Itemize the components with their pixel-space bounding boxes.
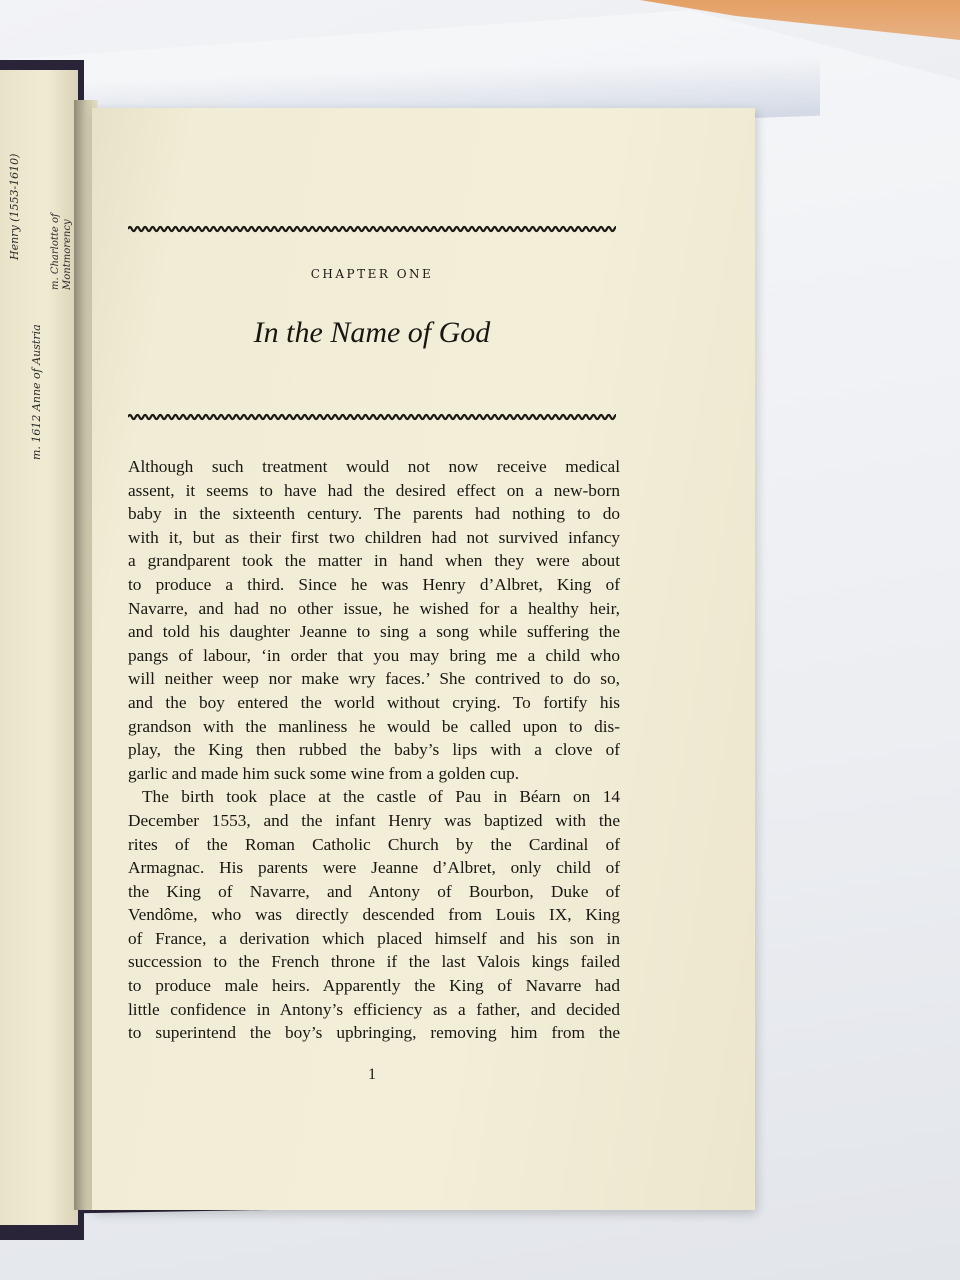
page-number: 1: [368, 1066, 376, 1083]
text-line: Vendôme, who was directly descended from Louis IX, King: [128, 905, 620, 925]
text-line: garlic and made him suck some wine from a golden cup.: [128, 763, 520, 783]
left-page-vertical-text: m. 1612 Anne of Austria: [30, 324, 43, 460]
text-line: The birth took place at the castle of Pau in Béarn on 14: [142, 787, 620, 807]
text-line: succession to the French throne if the last Valois kings failed: [128, 952, 620, 972]
text-line: and told his daughter Jeanne to sing a song while suffering the: [128, 622, 620, 642]
text-line: play, the King then rubbed the baby’s lips with a clove of: [128, 740, 620, 760]
text-line: a grandparent took the matter in hand when they were about: [128, 551, 620, 571]
left-page-vertical-text: m. Charlotte of: [50, 213, 61, 290]
text-line: to produce male heirs. Apparently the King of Navarre had: [128, 976, 620, 996]
text-line: and the boy entered the world without crying. To fortify his: [128, 692, 620, 712]
text-line: to superintend the boy’s upbringing, removing him from the: [128, 1023, 620, 1043]
text-line: little confidence in Antony’s efficiency as a father, and decided: [128, 999, 620, 1019]
text-line: Although such treatment would not now receive medical: [128, 457, 620, 476]
text-line: December 1553, and the infant Henry was baptized with the: [128, 810, 620, 830]
text-line: grandson with the manliness he would be called upon to dis-: [128, 716, 620, 736]
chapter-label: CHAPTER ONE: [310, 267, 434, 281]
chapter-title: In the Name of God: [253, 316, 491, 349]
text-line: pangs of labour, ‘in order that you may bring me a child who: [128, 645, 620, 665]
text-line: to produce a third. Since he was Henry d’Albret, King of: [128, 574, 620, 594]
text-line: Armagnac. His parents were Jeanne d’Albret, only child of: [128, 858, 620, 878]
right-page: [92, 108, 755, 1210]
left-facing-page: [0, 70, 78, 1225]
text-line: of France, a derivation which placed himself and his son in: [128, 928, 620, 948]
left-page-vertical-text: Montmorency: [62, 219, 73, 290]
body-text: [128, 455, 620, 1045]
left-page-vertical-text: Henry (1553-1610): [8, 153, 21, 260]
text-line: with it, but as their first two children had not survived infancy: [128, 527, 620, 547]
ornamental-rule-top: [128, 224, 616, 234]
text-line: baby in the sixteenth century. The parents had nothing to do: [128, 504, 620, 524]
ornamental-rule-bottom: [128, 412, 616, 422]
text-line: the King of Navarre, and Antony of Bourbon, Duke of: [128, 881, 620, 901]
text-line: will neither weep nor make wry faces.’ She contrived to do so,: [128, 669, 620, 689]
text-line: rites of the Roman Catholic Church by the Cardinal of: [128, 834, 620, 854]
text-line: Navarre, and had no other issue, he wished for a healthy heir,: [128, 598, 620, 618]
text-line: assent, it seems to have had the desired effect on a new-born: [128, 480, 620, 500]
